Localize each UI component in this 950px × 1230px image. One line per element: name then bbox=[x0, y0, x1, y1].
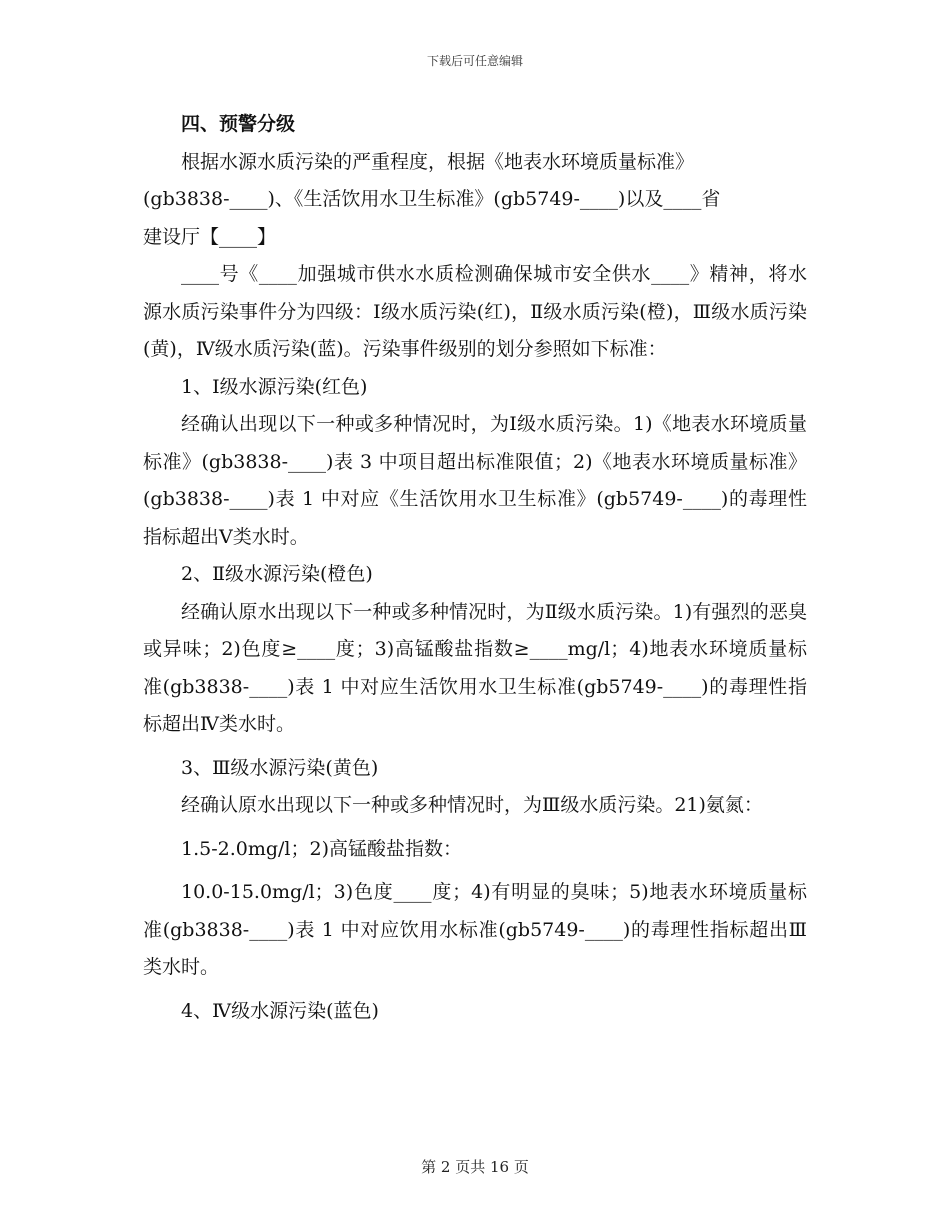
level3-heading: 3、Ⅲ级水源污染(黄色) bbox=[181, 756, 379, 779]
level4-heading: 4、Ⅳ级水源污染(蓝色) bbox=[181, 999, 379, 1022]
level3-line-a: 1.5-2.0mg/l；2)高锰酸盐指数： bbox=[181, 837, 463, 860]
level3-body: 经确认原水出现以下一种或多种情况时，为Ⅲ级水质污染。21)氨氮： bbox=[181, 794, 763, 816]
level3-line-b: 10.0-15.0mg/l；3)色度____度；4)有明显的臭味；5)地表水环境质量标准(gb3838-____)表 1 中对应饮用水标准(gb5749-____)的毒理性指标超出Ⅲ类水时。 bbox=[143, 881, 807, 978]
intro-line-2: (gb3838-____)、《生活饮用水卫生标准》(gb5749-____)以及____省 bbox=[143, 188, 721, 210]
section-title: 四、预警分级 bbox=[181, 113, 296, 135]
intro-paragraph bbox=[143, 144, 807, 257]
level1-heading: 1、Ⅰ级水源污染(红色) bbox=[181, 375, 368, 398]
level1-body: 经确认出现以下一种或多种情况时，为Ⅰ级水质污染。1)《地表水环境质量标准》(gb3838-____)表 3 中项目超出标准限值；2)《地表水环境质量标准》(gb3838-____)表 1 中对应《生活饮用水卫生标准》(gb5749-____)的毒理性指标超出Ⅴ类水时。 bbox=[143, 413, 807, 548]
intro-line-1: 根据水源水质污染的严重程度，根据《地表水环境质量标准》 bbox=[181, 150, 695, 173]
level2-body: 经确认原水出现以下一种或多种情况时，为Ⅱ级水质污染。1)有强烈的恶臭或异味；2)色度≥____度；3)高锰酸盐指数≥____mg/l；4)地表水环境质量标准(gb3838-____)表 1 中对应生活饮用水卫生标准(gb5749-____)的毒理性指标超出Ⅳ类水时。 bbox=[143, 600, 807, 735]
level2-heading: 2、Ⅱ级水源污染(橙色) bbox=[181, 563, 373, 585]
intro-line-3: 建设厅【____】 bbox=[143, 225, 277, 248]
document-body bbox=[143, 106, 807, 1030]
page-footer: 第 2 页共 16 页 bbox=[421, 1158, 529, 1176]
classification-paragraph: ____号《____加强城市供水水质检测确保城市安全供水____》精神，将水源水质污染事件分为四级：Ⅰ级水质污染(红)，Ⅱ级水质污染(橙)，Ⅲ级水质污染(黄)，Ⅳ级水质污染(蓝)。污染事件级别的划分参照如下标准： bbox=[143, 263, 807, 360]
page-header: 下载后可任意编辑 bbox=[426, 54, 523, 68]
